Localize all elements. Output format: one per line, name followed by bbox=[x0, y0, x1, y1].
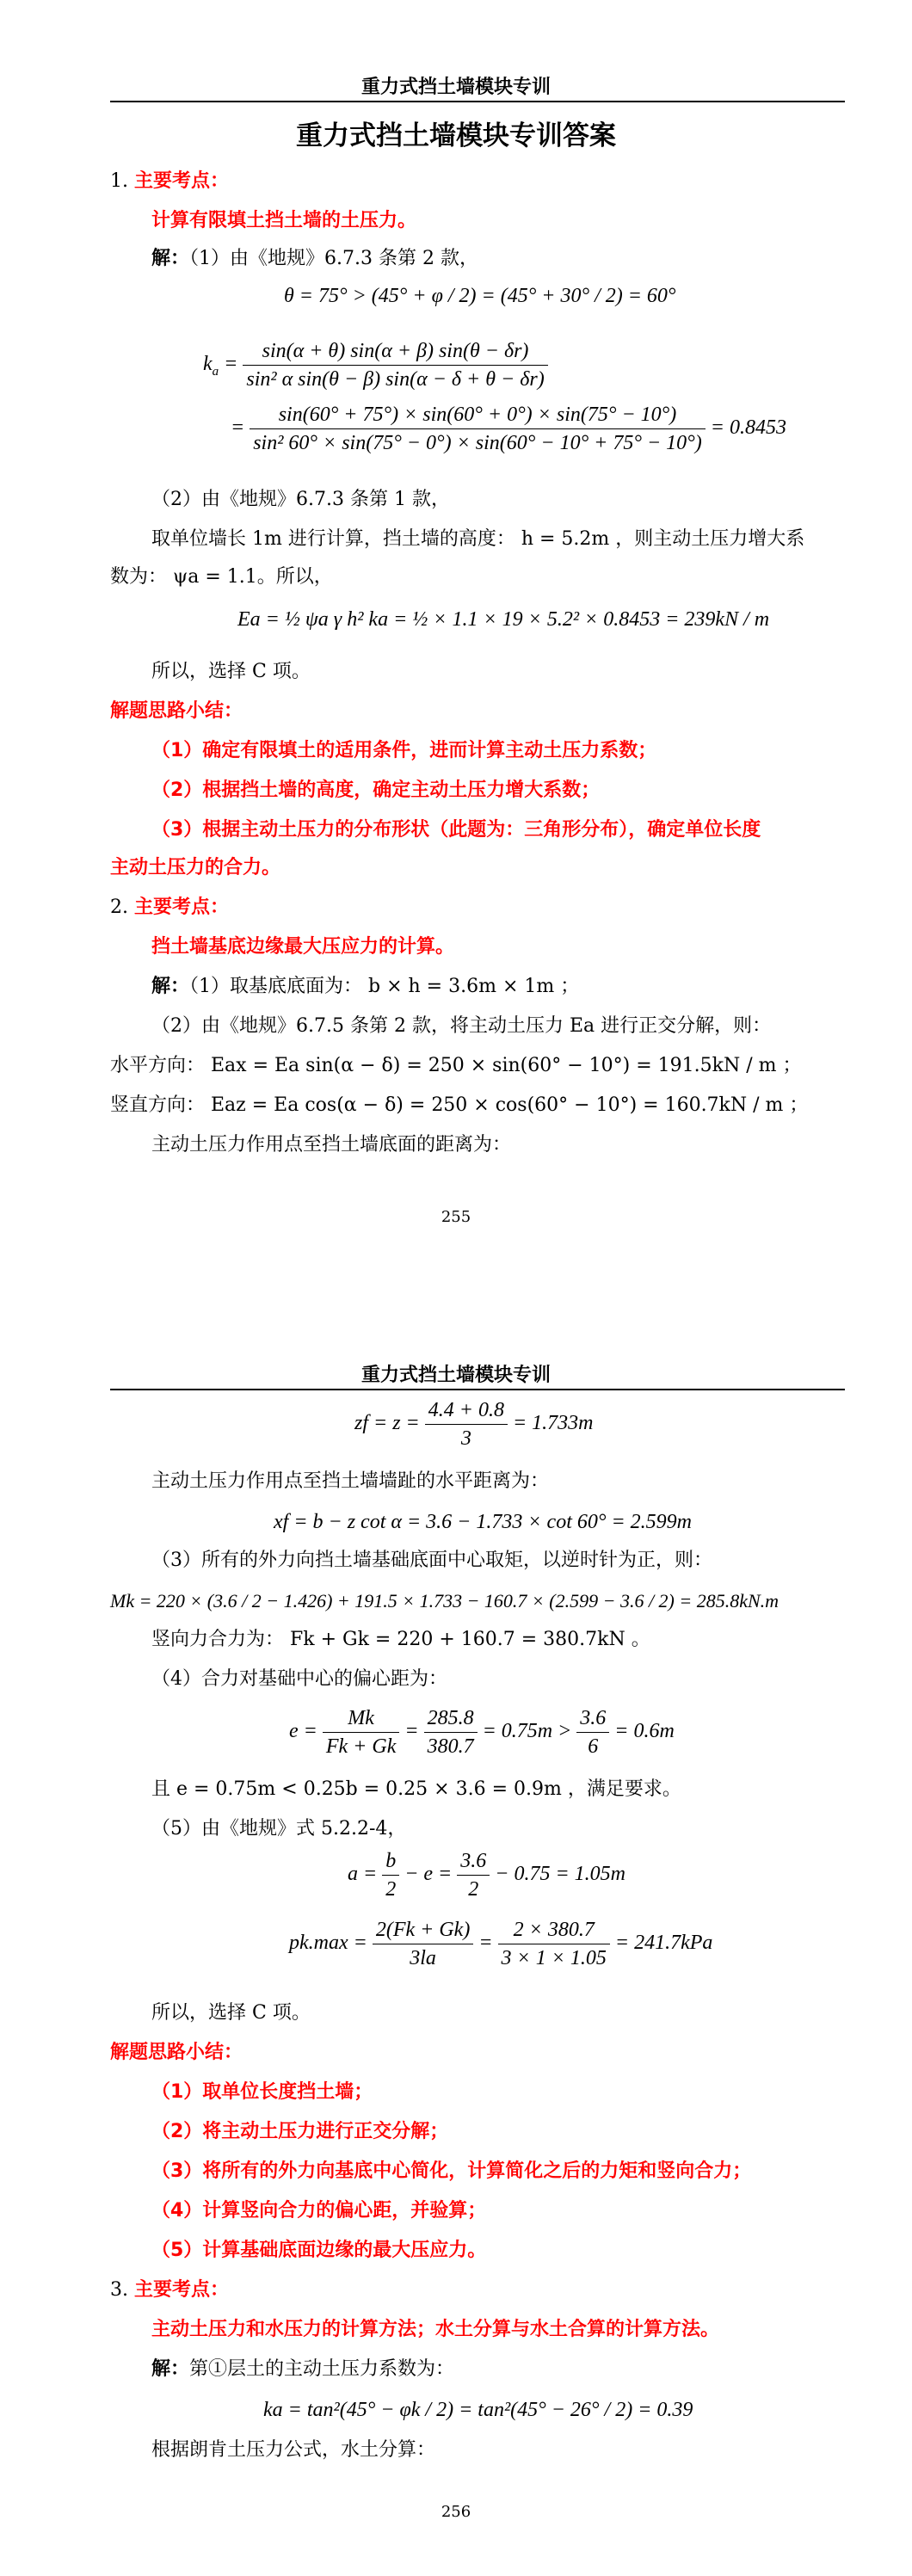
a-minus-e: − e = bbox=[404, 1863, 453, 1886]
formula-a bbox=[348, 1847, 625, 1903]
formula-mk: Mk = 220 × (3.6 / 2 − 1.426) + 191.5 × 1.733 − 160.7 × (2.599 − 3.6 / 2) = 285.8kN.m bbox=[110, 1590, 780, 1612]
q1-formula-ea: Ea = ½ ψa γ h² ka = ½ × 1.1 × 19 × 5.2² × 0.8453 = 239kN / m bbox=[237, 608, 770, 631]
vertical-resultant: 竖向力合力为： Fk + Gk = 220 + 160.7 = 380.7kN 。 bbox=[151, 1629, 650, 1650]
q1-number: 1. bbox=[110, 170, 128, 192]
header-rule bbox=[110, 1389, 845, 1390]
ka-values-numerator: sin(60° + 75°) × sin(60° + 0°) × sin(75° − 10°) bbox=[250, 401, 706, 429]
q1-formula-theta: θ = 75° > (45° + φ / 2) = (45° + 30° / 2) = 60° bbox=[284, 285, 676, 307]
ka-symbol: k bbox=[203, 353, 213, 376]
summary-1: （1）取单位长度挡土墙； bbox=[151, 2081, 373, 2103]
q1-formula-ka: $k_a$ = $\frac{\sin(\alpha + \theta) \sin(\alpha + \beta) \sin(\theta - \delta r)}{\text{sin² α sin(θ − β) sin(α − δ + θ − δr)}}$ bbox=[203, 337, 548, 393]
pkmax-result: = 241.7kPa bbox=[614, 1932, 713, 1955]
q1-focus: 计算有限填土挡土墙的土压力。 bbox=[151, 210, 417, 231]
q2-heading bbox=[110, 895, 229, 921]
pkmax-numerator-2: 2 × 380.7 bbox=[498, 1916, 610, 1944]
q3-step1 bbox=[151, 2357, 454, 2382]
eccentricity-check: 且 e = 0.75m < 0.25b = 0.25 × 3.6 = 0.9m ，满足要求。 bbox=[151, 1778, 681, 1800]
q2-step1 bbox=[151, 974, 579, 1000]
pkmax-numerator-1: 2(Fk + Gk) bbox=[373, 1916, 473, 1944]
ka-values-fraction bbox=[250, 401, 706, 457]
q3-label: 主要考点： bbox=[134, 2279, 230, 2301]
q3-step1-text: 第①层土的主动土压力系数为： bbox=[189, 2358, 455, 2380]
e-fraction-1 bbox=[323, 1704, 400, 1760]
step5: （5）由《地规》式 5.2.2-4， bbox=[151, 1818, 407, 1840]
pkmax-equals: = bbox=[478, 1932, 493, 1955]
horizontal-distance-intro: 主动土压力作用点至挡土墙墙趾的水平距离为： bbox=[151, 1470, 550, 1492]
ka-values-result: = 0.8453 bbox=[710, 416, 786, 440]
e-numerator-2: 285.8 bbox=[424, 1704, 478, 1733]
e-fraction-2 bbox=[424, 1704, 478, 1760]
q3-focus: 主动土压力和水压力的计算方法；水土分算与水土合算的计算方法。 bbox=[151, 2319, 720, 2340]
q1-step2-line3: 数为： ψa = 1.1。所以， bbox=[110, 566, 333, 588]
pkmax-denominator-1: 3la bbox=[410, 1947, 436, 1969]
page-number: 256 bbox=[441, 2503, 471, 2521]
q2-horizontal: 水平方向： Eax = Ea sin(α − δ) = 250 × sin(60° − 10°) = 191.5kN / m ； bbox=[110, 1055, 802, 1076]
a-fraction-1 bbox=[382, 1847, 399, 1903]
step4: （4）合力对基础中心的偏心距为： bbox=[151, 1668, 447, 1690]
q3-formula-ka: ka = tan²(45° − φk / 2) = tan²(45° − 26° / 2) = 0.39 bbox=[263, 2399, 693, 2421]
a-lhs: a = bbox=[348, 1863, 378, 1886]
q1-summary-3: （3）根据主动土压力的分布形状（此题为：三角形分布），确定单位长度 bbox=[151, 819, 761, 841]
q1-summary-3b: 主动土压力的合力。 bbox=[110, 857, 281, 878]
q1-answer: 所以，选择 C 项。 bbox=[151, 661, 311, 682]
q1-formula-ka-values: = $\frac{\sin(60^\circ + 75^\circ) \times \sin(60^\circ + 0^\circ) \times \sin(75^\circ - 10^\circ)}{\text{sin² 60° × sin(75° − 0°) × sin(60° − 10° + 75° − 10°)}}$ = 0.8453 bbox=[231, 401, 786, 457]
summary-3: （3）将所有的外力向基底中心简化，计算简化之后的力矩和竖向合力； bbox=[151, 2160, 752, 2182]
q3-rankine: 根据朗肯土压力公式，水土分算： bbox=[151, 2439, 436, 2461]
e-compare: = 0.75m > bbox=[482, 1720, 572, 1743]
q1-summary-label: 解题思路小结： bbox=[110, 700, 243, 722]
q2-solution-label: 解： bbox=[151, 976, 190, 997]
a-fraction-2 bbox=[457, 1847, 490, 1903]
pkmax-fraction-1 bbox=[373, 1916, 473, 1972]
q3-number: 3. bbox=[110, 2279, 128, 2301]
a-denominator-2: 2 bbox=[468, 1878, 479, 1901]
pkmax-denominator-2: 3 × 1 × 1.05 bbox=[501, 1947, 607, 1969]
page-256 bbox=[0, 1288, 912, 2576]
zf-result: = 1.733m bbox=[512, 1412, 594, 1435]
q1-solution-label: 解： bbox=[151, 248, 190, 269]
pkmax-fraction-2 bbox=[498, 1916, 610, 1972]
e-lhs: e = bbox=[289, 1720, 317, 1743]
formula-xf: xf = b − z cot α = 3.6 − 1.733 × cot 60° = 2.599m bbox=[274, 1511, 692, 1533]
q2-vertical: 竖直方向： Eaz = Ea cos(α − δ) = 250 × cos(60° − 10°) = 160.7kN / m ； bbox=[110, 1094, 809, 1116]
ka-values-denominator: sin² 60° × sin(75° − 0°) × sin(60° − 10° + 75° − 10°) bbox=[253, 432, 702, 454]
summary-label: 解题思路小结： bbox=[110, 2042, 243, 2063]
summary-2: （2）将主动土压力进行正交分解； bbox=[151, 2121, 449, 2142]
q1-summary-1: （1）确定有限填土的适用条件，进而计算主动土压力系数； bbox=[151, 740, 657, 761]
zf-numerator: 4.4 + 0.8 bbox=[425, 1396, 508, 1425]
summary-4: （4）计算竖向合力的偏心距，并验算； bbox=[151, 2200, 487, 2222]
e-result: = 0.6m bbox=[614, 1720, 675, 1743]
q1-label: 主要考点： bbox=[134, 170, 230, 192]
e-equals: = bbox=[404, 1720, 419, 1743]
q1-step2-line2: 取单位墙长 1m 进行计算，挡土墙的高度： h = 5.2m ，则主动土压力增大系 bbox=[151, 528, 805, 550]
a-result: − 0.75 = 1.05m bbox=[495, 1863, 625, 1886]
q1-heading bbox=[110, 169, 229, 194]
q3-solution-label: 解： bbox=[151, 2358, 190, 2380]
q1-step1 bbox=[151, 246, 478, 272]
q3-heading bbox=[110, 2277, 229, 2303]
ka-numerator: sin(α + θ) sin(α + β) sin(θ − δr) bbox=[243, 337, 547, 366]
q2-focus: 挡土墙基底边缘最大压应力的计算。 bbox=[151, 936, 455, 958]
page-number: 255 bbox=[441, 1208, 471, 1226]
step3: （3）所有的外力向挡土墙基础底面中心取矩，以逆时针为正，则： bbox=[151, 1550, 712, 1571]
document-title: 重力式挡土墙模块专训答案 bbox=[296, 120, 616, 151]
a-numerator-1: b bbox=[382, 1847, 399, 1876]
e-fraction-3 bbox=[576, 1704, 609, 1760]
e-numerator-1: Mk bbox=[323, 1704, 400, 1733]
q1-summary-2: （2）根据挡土墙的高度，确定主动土压力增大系数； bbox=[151, 780, 601, 801]
ka-fraction bbox=[243, 337, 547, 393]
e-denominator-1: Fk + Gk bbox=[325, 1735, 397, 1758]
e-denominator-2: 380.7 bbox=[427, 1735, 474, 1758]
running-header: 重力式挡土墙模块专训 bbox=[360, 1365, 551, 1386]
formula-zf bbox=[354, 1396, 593, 1452]
q2-step1-text: （1）取基底底面为： b × h = 3.6m × 1m ； bbox=[189, 976, 580, 997]
pkmax-lhs: pk.max = bbox=[289, 1932, 367, 1955]
q2-distance-intro: 主动土压力作用点至挡土墙底面的距离为： bbox=[151, 1134, 512, 1156]
summary-5: （5）计算基础底面边缘的最大压应力。 bbox=[151, 2240, 487, 2261]
ka-subscript: a bbox=[212, 364, 219, 379]
e-denominator-3: 6 bbox=[588, 1735, 599, 1758]
header-rule bbox=[110, 101, 845, 102]
a-numerator-2: 3.6 bbox=[457, 1847, 490, 1876]
q2-number: 2. bbox=[110, 897, 128, 918]
zf-denominator: 3 bbox=[460, 1427, 471, 1450]
q1-step1-text: （1）由《地规》6.7.3 条第 2 款， bbox=[189, 248, 478, 269]
formula-eccentricity bbox=[289, 1704, 675, 1760]
q2-label: 主要考点： bbox=[134, 897, 230, 918]
answer: 所以，选择 C 项。 bbox=[151, 2002, 311, 2024]
ka-denominator: sin² α sin(θ − β) sin(α − δ + θ − δr) bbox=[246, 368, 545, 391]
a-denominator-1: 2 bbox=[385, 1878, 397, 1901]
e-numerator-3: 3.6 bbox=[576, 1704, 609, 1733]
zf-fraction bbox=[425, 1396, 508, 1452]
zf-lhs: zf = z = bbox=[354, 1412, 420, 1435]
formula-pkmax bbox=[289, 1916, 712, 1972]
running-header: 重力式挡土墙模块专训 bbox=[360, 77, 551, 98]
q1-step2: （2）由《地规》6.7.3 条第 1 款， bbox=[151, 489, 450, 510]
q2-step2: （2）由《地规》6.7.5 条第 2 款，将主动土压力 Ea 进行正交分解，则： bbox=[151, 1015, 772, 1037]
